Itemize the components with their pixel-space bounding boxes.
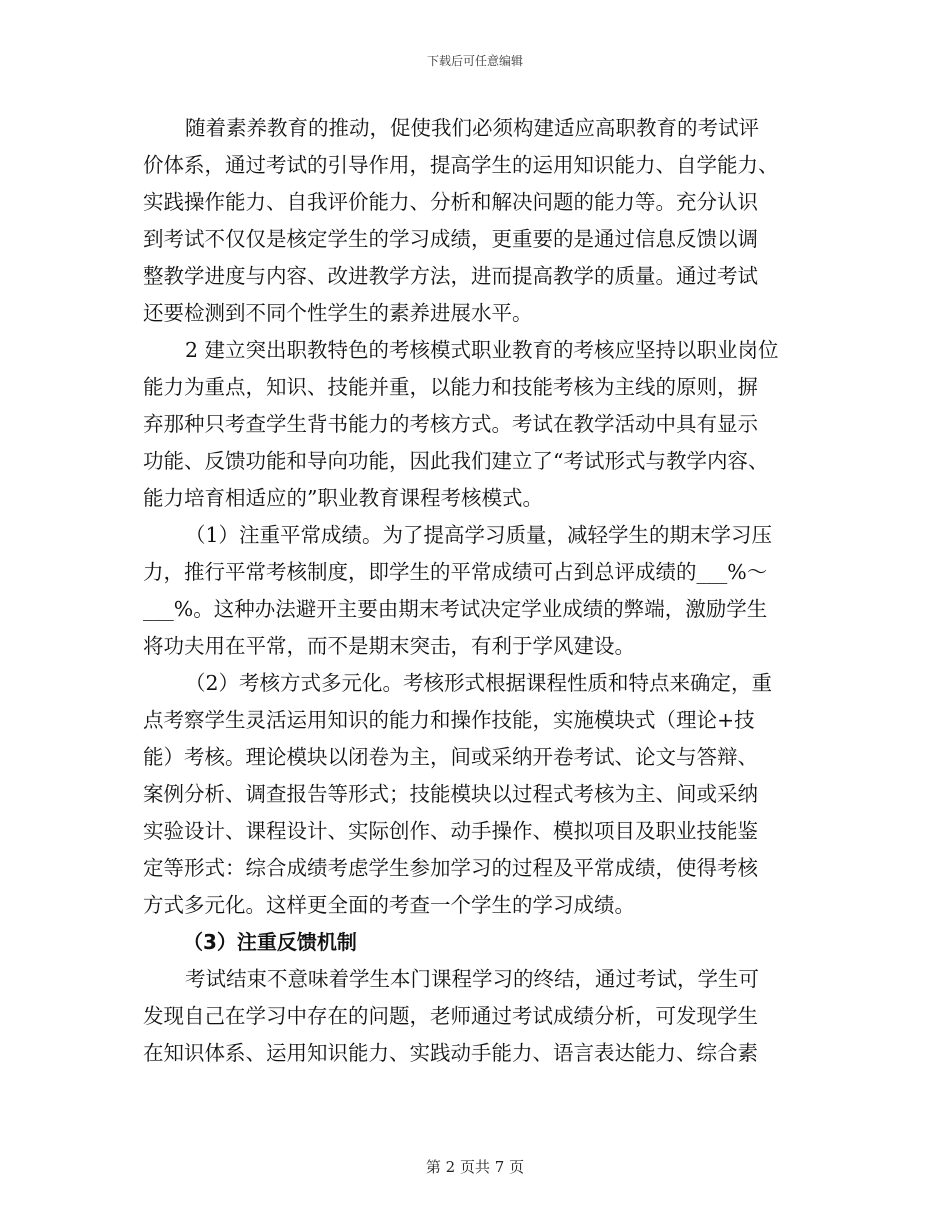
text-line: 将功夫用在平常，而不是期末突击，有利于学风建设。 (143, 634, 635, 658)
text-line: 发现自己在学习中存在的问题，老师通过考试成绩分析，可发现学生 (143, 1004, 758, 1028)
text-line: 能力培育相适应的”职业教育课程考核模式。 (143, 486, 543, 510)
paragraph (143, 332, 808, 517)
text-line: 到考试不仅仅是核定学生的学习成绩，更重要的是通过信息反馈以调 (143, 227, 758, 251)
text-line: 方式多元化。这样更全面的考查一个学生的学习成绩。 (143, 893, 635, 917)
text-line: 能力为重点，知识、技能并重，以能力和技能考核为主线的原则，摒 (143, 375, 758, 399)
text-line: 还要检测到不同个性学生的素养进展水平。 (143, 301, 533, 325)
text-line: 弃那种只考查学生背书能力的考核方式。考试在教学活动中具有显示 (143, 412, 758, 436)
paragraph (143, 961, 808, 1072)
text-line: 功能、反馈功能和导向功能，因此我们建立了“考试形式与教学内容、 (143, 449, 769, 473)
text-line: 2 建立突出职教特色的考核模式职业教育的考核应坚持以职业岗位 (185, 338, 779, 362)
text-line: 案例分析、调查报告等形式；技能模块以过程式考核为主、间或采纳 (143, 782, 758, 806)
section-heading (143, 924, 808, 961)
text-line: 实验设计、课程设计、实际创作、动手操作、模拟项目及职业技能鉴 (143, 819, 758, 843)
text-line: 点考察学生灵活运用知识的能力和操作技能，实施模块式（理论+技 (143, 708, 755, 732)
text-line: ___%。这种办法避开主要由期末考试决定学业成绩的弊端，激励学生 (143, 597, 768, 621)
text-line: 随着素养教育的推动，促使我们必须构建适应高职教育的考试评 (185, 116, 759, 140)
text-line: 力，推行平常考核制度，即学生的平常成绩可占到总评成绩的___%～ (143, 560, 768, 584)
text-line: （1）注重平常成绩。为了提高学习质量，减轻学生的期末学习压 (185, 523, 773, 547)
text-line: 定等形式：综合成绩考虑学生参加学习的过程及平常成绩，使得考核 (143, 856, 758, 880)
text-line: 在知识体系、运用知识能力、实践动手能力、语言表达能力、综合素 (143, 1041, 758, 1065)
text-line: 实践操作能力、自我评价能力、分析和解决问题的能力等。充分认识 (143, 190, 758, 214)
text-line: 考试结束不意味着学生本门课程学习的终结，通过考试，学生可 (185, 967, 759, 991)
text-line: 整教学进度与内容、改进教学方法，进而提高教学的质量。通过考试 (143, 264, 758, 288)
text-line: 价体系，通过考试的引导作用，提高学生的运用知识能力、自学能力、 (143, 153, 779, 177)
text-line: （2）考核方式多元化。考核形式根据课程性质和特点来确定，重 (185, 671, 773, 695)
document-body (143, 110, 808, 1072)
paragraph (143, 110, 808, 332)
text-line: （3）注重反馈机制 (183, 930, 357, 954)
paragraph (143, 665, 808, 924)
paragraph (143, 517, 808, 665)
page-footer: 第 2 页共 7 页 (425, 1158, 525, 1176)
text-line: 能）考核。理论模块以闭卷为主，间或采纳开卷考试、论文与答辩、 (143, 745, 758, 769)
page-header: 下载后可任意编辑 (426, 54, 523, 68)
